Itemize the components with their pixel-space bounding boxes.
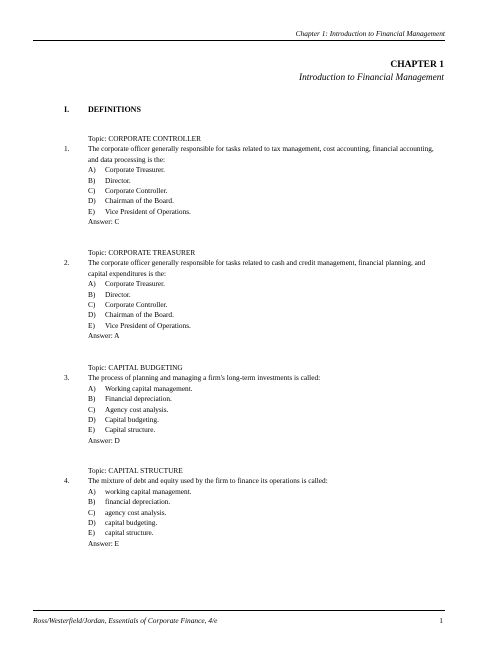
- option-text: capital budgeting.: [105, 518, 158, 528]
- question-stem: [64, 144, 444, 165]
- option-letter: A): [88, 165, 96, 175]
- option-letter: E): [88, 528, 95, 538]
- question-stem: [64, 476, 444, 486]
- option-letter: A): [88, 279, 96, 289]
- option-text: Director.: [105, 289, 131, 299]
- option-text: Vice President of Operations.: [105, 206, 191, 216]
- answer-option: [64, 300, 444, 310]
- question-block: [64, 363, 444, 446]
- option-text: agency cost analysis.: [105, 507, 167, 517]
- section-heading: [64, 105, 141, 114]
- answer-option: [64, 405, 444, 415]
- question-topic: Topic: CAPITAL STRUCTURE: [88, 466, 183, 475]
- option-letter: E): [88, 206, 95, 216]
- option-letter: E): [88, 320, 95, 330]
- option-text: Vice President of Operations.: [105, 320, 191, 330]
- option-letter: B): [88, 289, 96, 299]
- answer-key: Answer: C: [88, 217, 120, 227]
- answer-option: [64, 497, 444, 507]
- answer-option: [64, 394, 444, 404]
- option-letter: B): [88, 175, 96, 185]
- answer-key: Answer: A: [88, 331, 120, 341]
- option-text: Chairman of the Board.: [105, 196, 174, 206]
- option-text: Director.: [105, 175, 131, 185]
- answer-option: [64, 186, 444, 196]
- answer-option: [64, 207, 444, 217]
- option-letter: D): [88, 518, 96, 528]
- option-text: Capital structure.: [105, 425, 156, 435]
- answer-option: [64, 415, 444, 425]
- option-letter: C): [88, 507, 96, 517]
- question-topic: Topic: CORPORATE CONTROLLER: [88, 134, 201, 143]
- answer-key: Answer: E: [88, 538, 120, 548]
- question-block: [64, 248, 444, 342]
- answer-option: [64, 518, 444, 528]
- option-letter: D): [88, 310, 96, 320]
- question-topic: Topic: CAPITAL BUDGETING: [88, 363, 183, 372]
- option-letter: E): [88, 425, 95, 435]
- option-letter: D): [88, 196, 96, 206]
- option-letter: A): [88, 383, 96, 393]
- header-rule: [33, 40, 445, 41]
- answer-option: [64, 487, 444, 497]
- answer-option: [64, 279, 444, 289]
- question-text: The mixture of debt and equity used by the firm to finance its operations is called:: [88, 476, 328, 486]
- question-text: The process of planning and managing a firm's long-term investments is called:: [88, 373, 321, 383]
- question-block: [64, 466, 444, 549]
- chapter-title: Introduction to Financial Management: [298, 73, 444, 83]
- option-text: working capital management.: [105, 486, 192, 496]
- answer-option: [64, 508, 444, 518]
- option-text: Corporate Treasurer.: [105, 279, 165, 289]
- option-letter: C): [88, 300, 96, 310]
- answer-option: [64, 528, 444, 538]
- option-text: Chairman of the Board.: [105, 310, 174, 320]
- running-footer: Ross/Westerfield/Jordan, Essentials of Corporate Finance, 4/e: [33, 616, 218, 625]
- option-letter: D): [88, 415, 96, 425]
- question-stem: [64, 258, 444, 279]
- question-block: [64, 134, 444, 228]
- answer-option: [64, 425, 444, 435]
- option-text: capital structure.: [105, 528, 154, 538]
- answer-option: [64, 321, 444, 331]
- section-numeral: I.: [64, 105, 70, 114]
- option-text: Capital budgeting.: [105, 415, 159, 425]
- question-stem: [64, 373, 444, 383]
- answer-option: [64, 290, 444, 300]
- page-number: 1: [439, 616, 443, 625]
- option-text: financial depreciation.: [105, 497, 171, 507]
- answer-option: [64, 196, 444, 206]
- option-text: Corporate Controller.: [105, 186, 168, 196]
- answer-option: [64, 384, 444, 394]
- footer-rule: [33, 610, 445, 611]
- option-text: Corporate Controller.: [105, 300, 168, 310]
- question-number: 1.: [64, 144, 70, 154]
- answer-option: [64, 310, 444, 320]
- option-text: Agency cost analysis.: [105, 404, 169, 414]
- question-number: 2.: [64, 258, 70, 268]
- question-text: The corporate officer generally responsible for tasks related to cash and credit management, financial planning, and capital expenditures is the:: [88, 258, 426, 278]
- chapter-number: CHAPTER 1: [390, 60, 444, 70]
- option-letter: B): [88, 497, 96, 507]
- option-text: Financial depreciation.: [105, 394, 172, 404]
- answer-key: Answer: D: [88, 435, 120, 445]
- question-text: The corporate officer generally responsible for tasks related to tax management, cost accounting, financial accounting, and data processing is the:: [88, 144, 434, 164]
- option-letter: C): [88, 186, 96, 196]
- question-number: 4.: [64, 476, 70, 486]
- question-topic: Topic: CORPORATE TREASURER: [88, 248, 196, 257]
- option-text: Corporate Treasurer.: [105, 165, 165, 175]
- option-text: Working capital management.: [105, 383, 193, 393]
- answer-option: [64, 176, 444, 186]
- section-title: DEFINITIONS: [88, 105, 141, 114]
- question-number: 3.: [64, 373, 70, 383]
- option-letter: A): [88, 486, 96, 496]
- answer-option: [64, 165, 444, 175]
- option-letter: C): [88, 404, 96, 414]
- option-letter: B): [88, 394, 96, 404]
- running-header: Chapter 1: Introduction to Financial Management: [295, 29, 445, 38]
